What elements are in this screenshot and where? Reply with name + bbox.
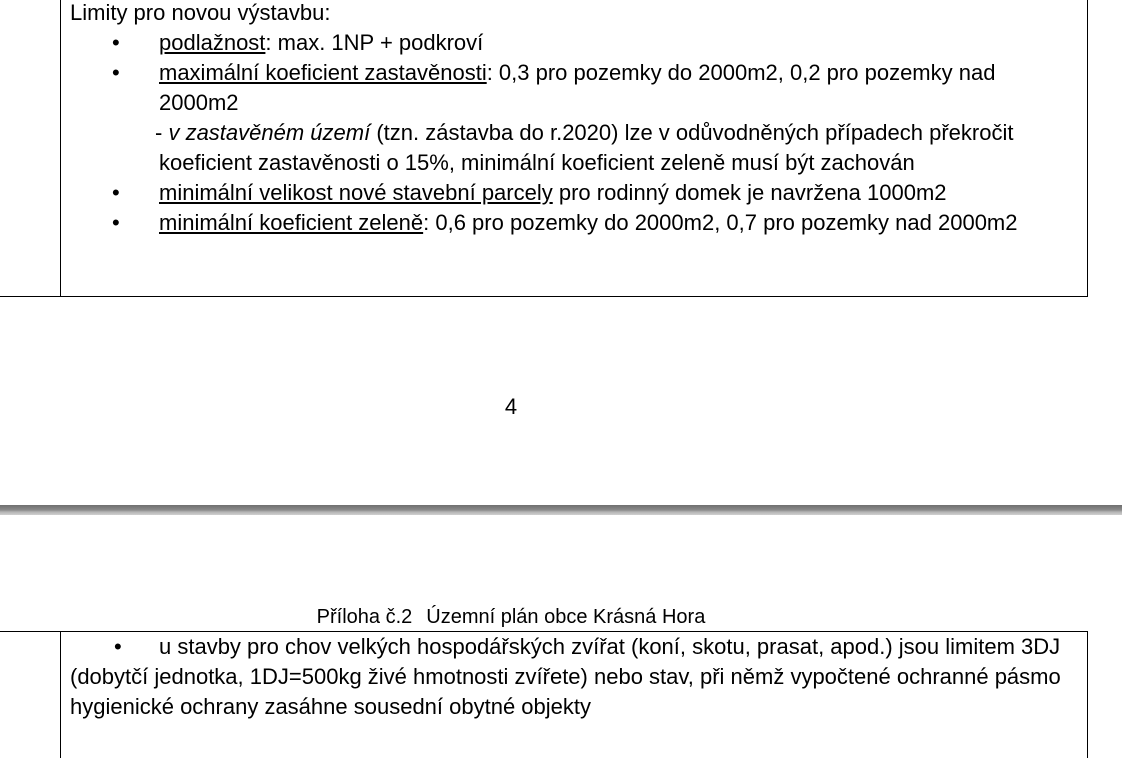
value-floors: : max. 1NP + podkroví xyxy=(265,30,484,55)
value-coverage: : 0,3 pro pozemky do 2000m2, 0,2 pro pozemky nad 2000m2 xyxy=(159,60,996,115)
term-plot-size: minimální velikost nové stavební parcely xyxy=(159,180,553,205)
page-separator xyxy=(0,505,1122,515)
term-coverage: maximální koeficient zastavěnosti xyxy=(159,60,487,85)
limits-list xyxy=(70,28,1080,118)
list-item-coverage xyxy=(70,58,1080,118)
note-text: (tzn. zástavba do r.2020) lze v odůvodněných případech překročit koeficient zastavěnosti o 15%, minimální koeficient zeleně musí být zachován xyxy=(159,120,1014,175)
term-greenery: minimální koeficient zeleně xyxy=(159,210,424,235)
bullet-icon: • xyxy=(112,60,120,85)
page-number: 4 xyxy=(504,394,518,419)
bullet-icon: • xyxy=(112,30,120,55)
livestock-table xyxy=(0,631,1088,758)
limits-table xyxy=(0,0,1088,297)
limits-heading: Limity pro novou výstavbu: xyxy=(70,0,331,25)
note-italic: v zastavěném území xyxy=(168,120,371,145)
bullet-icon: • xyxy=(112,180,120,205)
livestock-text: u stavby pro chov velkých hospodářských zvířat (koní, skotu, prasat, apod.) jsou limitem 3DJ (dobytčí jednotka, 1DJ=500kg živé hmotnosti zvířete) nebo stav, při němž vypočtené ochranné pásmo hygienické ochrany zasáhne sousední obytné objekty xyxy=(70,634,1061,719)
value-plot-size: pro rodinný domek je navržena 1000m2 xyxy=(552,180,947,205)
note-dash: - xyxy=(155,120,169,145)
page-header xyxy=(0,604,1022,630)
bullet-icon: • xyxy=(112,210,120,235)
value-greenery: : 0,6 pro pozemky do 2000m2, 0,7 pro pozemky nad 2000m2 xyxy=(423,210,1018,235)
livestock-paragraph xyxy=(70,632,1080,722)
table-column-divider xyxy=(60,0,61,296)
term-floors: podlažnost xyxy=(159,30,266,55)
header-appendix: Příloha č.2 xyxy=(316,606,413,628)
bullet-icon: • xyxy=(114,634,122,659)
limits-cell xyxy=(70,0,1080,238)
built-area-note xyxy=(70,118,1080,178)
list-item-plot-size xyxy=(70,178,1080,208)
header-title: Územní plán obce Krásná Hora xyxy=(426,606,706,628)
list-item-greenery xyxy=(70,208,1080,238)
livestock-cell xyxy=(70,632,1080,722)
table-column-divider xyxy=(60,632,61,758)
list-item-floors xyxy=(70,28,1080,58)
limits-list-continued xyxy=(70,178,1080,238)
